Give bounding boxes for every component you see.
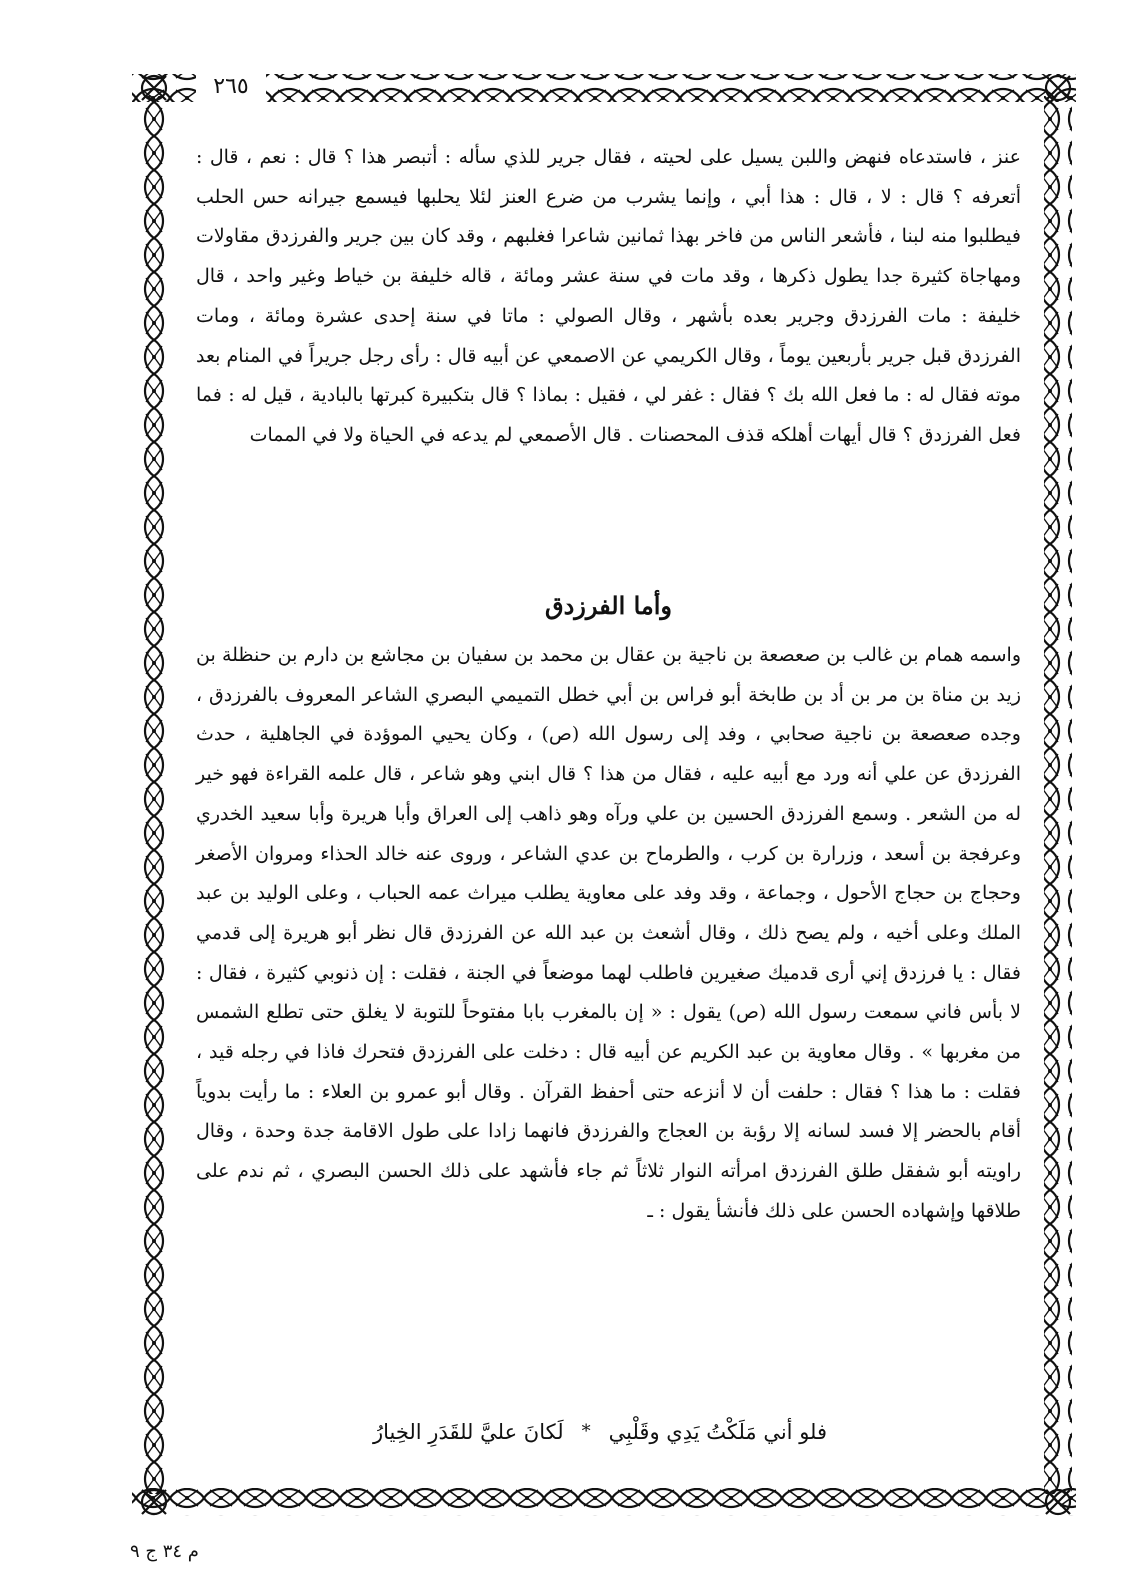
section-heading: وأما الفرزدق [544,591,673,620]
printer-signature: م ٣٤ ج ٩ [130,1541,199,1562]
poem-verse [280,1412,920,1452]
body-paragraph: عنز ، فاستدعاه فنهض واللبن يسيل على لحيته ، فقال جرير للذي سأله : أتبصر هذا ؟ قال : نعم ، قال : أتعرفه ؟ قال : لا ، قال : هذا أبي ، وإنما يشرب من ضرع العنز لئلا يحلبها فيسمع جيرانه حس الحلب فيطلبوا منه لبنا ، فأشعر الناس من فاخر بهذا ثمانين شاعرا فغلبهم ، وقد كان بين جرير والفرزدق مقاولات ومهاجاة كثيرة جدا يطول ذكرها ، وقد مات في سنة عشر ومائة ، قاله خليفة بن خياط وغير واحد ، قال خليفة : مات الفرزدق وجرير بعده بأشهر ، وقال الصولي : ماتا في سنة إحدى عشرة ومائة ، ومات الفرزدق قبل جرير بأربعين يوماً ، وقال الكريمي عن الاصمعي عن أبيه قال : رأى رجل جريراً في المنام بعد موته فقال له : ما فعل الله بك ؟ فقال : غفر لي ، فقيل : بماذا ؟ قال بتكبيرة كبرتها بالبادية ، قيل له : فما فعل الفرزدق ؟ قال أيهات أهلكه قذف المحصنات . قال الأصمعي لم يدعه في الحياة ولا في الممات [196,146,1021,446]
body-paragraph: واسمه همام بن غالب بن صعصعة بن ناجية بن عقال بن محمد بن سفيان بن مجاشع بن دارم بن حنظلة بن زيد بن مناة بن مر بن أد بن طابخة أبو فراس بن أبي خطل التميمي البصري الشاعر المعروف بالفرزدق ، وجده صعصعة بن ناجية صحابي ، وفد إلى رسول الله (ص) ، وكان يحيي الموؤدة في الجاهلية ، حدث الفرزدق عن علي أنه ورد مع أبيه عليه ، فقال من هذا ؟ قال ابني وهو شاعر ، قال علمه القراءة فهو خير له من الشعر . وسمع الفرزدق الحسين بن علي ورآه وهو ذاهب إلى العراق وأبا هريرة وأبا سعيد الخدري وعرفجة بن أسعد ، وزرارة بن كرب ، والطرماح بن عدي الشاعر ، وروى عنه خالد الحذاء ومروان الأصغر وحجاج بن حجاج الأحول ، وجماعة ، وقد وفد على معاوية يطلب ميراث عمه الحباب ، وعلى الوليد بن عبد الملك وعلى أخيه ، ولم يصح ذلك ، وقال أشعث بن عبد الله عن الفرزدق قال نظر أبو هريرة إلى قدمي فقال : يا فرزدق إني أرى قدميك صغيرين فاطلب لهما موضعاً في الجنة ، فقلت : إن ذنوبي كثيرة ، فقال : لا بأس فاني سمعت رسول الله (ص) يقول : « إن بالمغرب بابا مفتوحاً للتوبة لا يغلق حتى تطلع الشمس من مغربها » . وقال معاوية بن عبد الكريم عن أبيه قال : دخلت على الفرزدق فتحرك فاذا في رجله قيد ، فقلت : ما هذا ؟ فقال : حلفت أن لا أنزعه حتى أحفظ القرآن . وقال أبو عمرو بن العلاء : ما رأيت بدوياً أقام بالحضر إلا فسد لسانه إلا رؤبة بن العجاج والفرزدق فانهما زادا على طول الاقامة جدة وحدة ، وقال راويته أبو شفقل طلق الفرزدق امرأته النوار ثلاثاً ثم جاء فأشهد على ذلك الحسن البصري ، ثم ندم على طلاقها وإشهاده الحسن على ذلك فأنشأ يقول : ـ [196,644,1022,1222]
continued-text-block [196,138,1021,456]
page-number: ٢٦٥ [196,70,266,104]
verse-separator: * [581,1421,591,1442]
biography-text-block [196,636,1021,1232]
verse-second-hemistich: لَكانَ عليَّ للقَدَرِ الخِيارُ [372,1420,564,1444]
verse-first-hemistich: فلو أني مَلَكْتُ يَدِي وقَلْبِي [608,1420,828,1444]
